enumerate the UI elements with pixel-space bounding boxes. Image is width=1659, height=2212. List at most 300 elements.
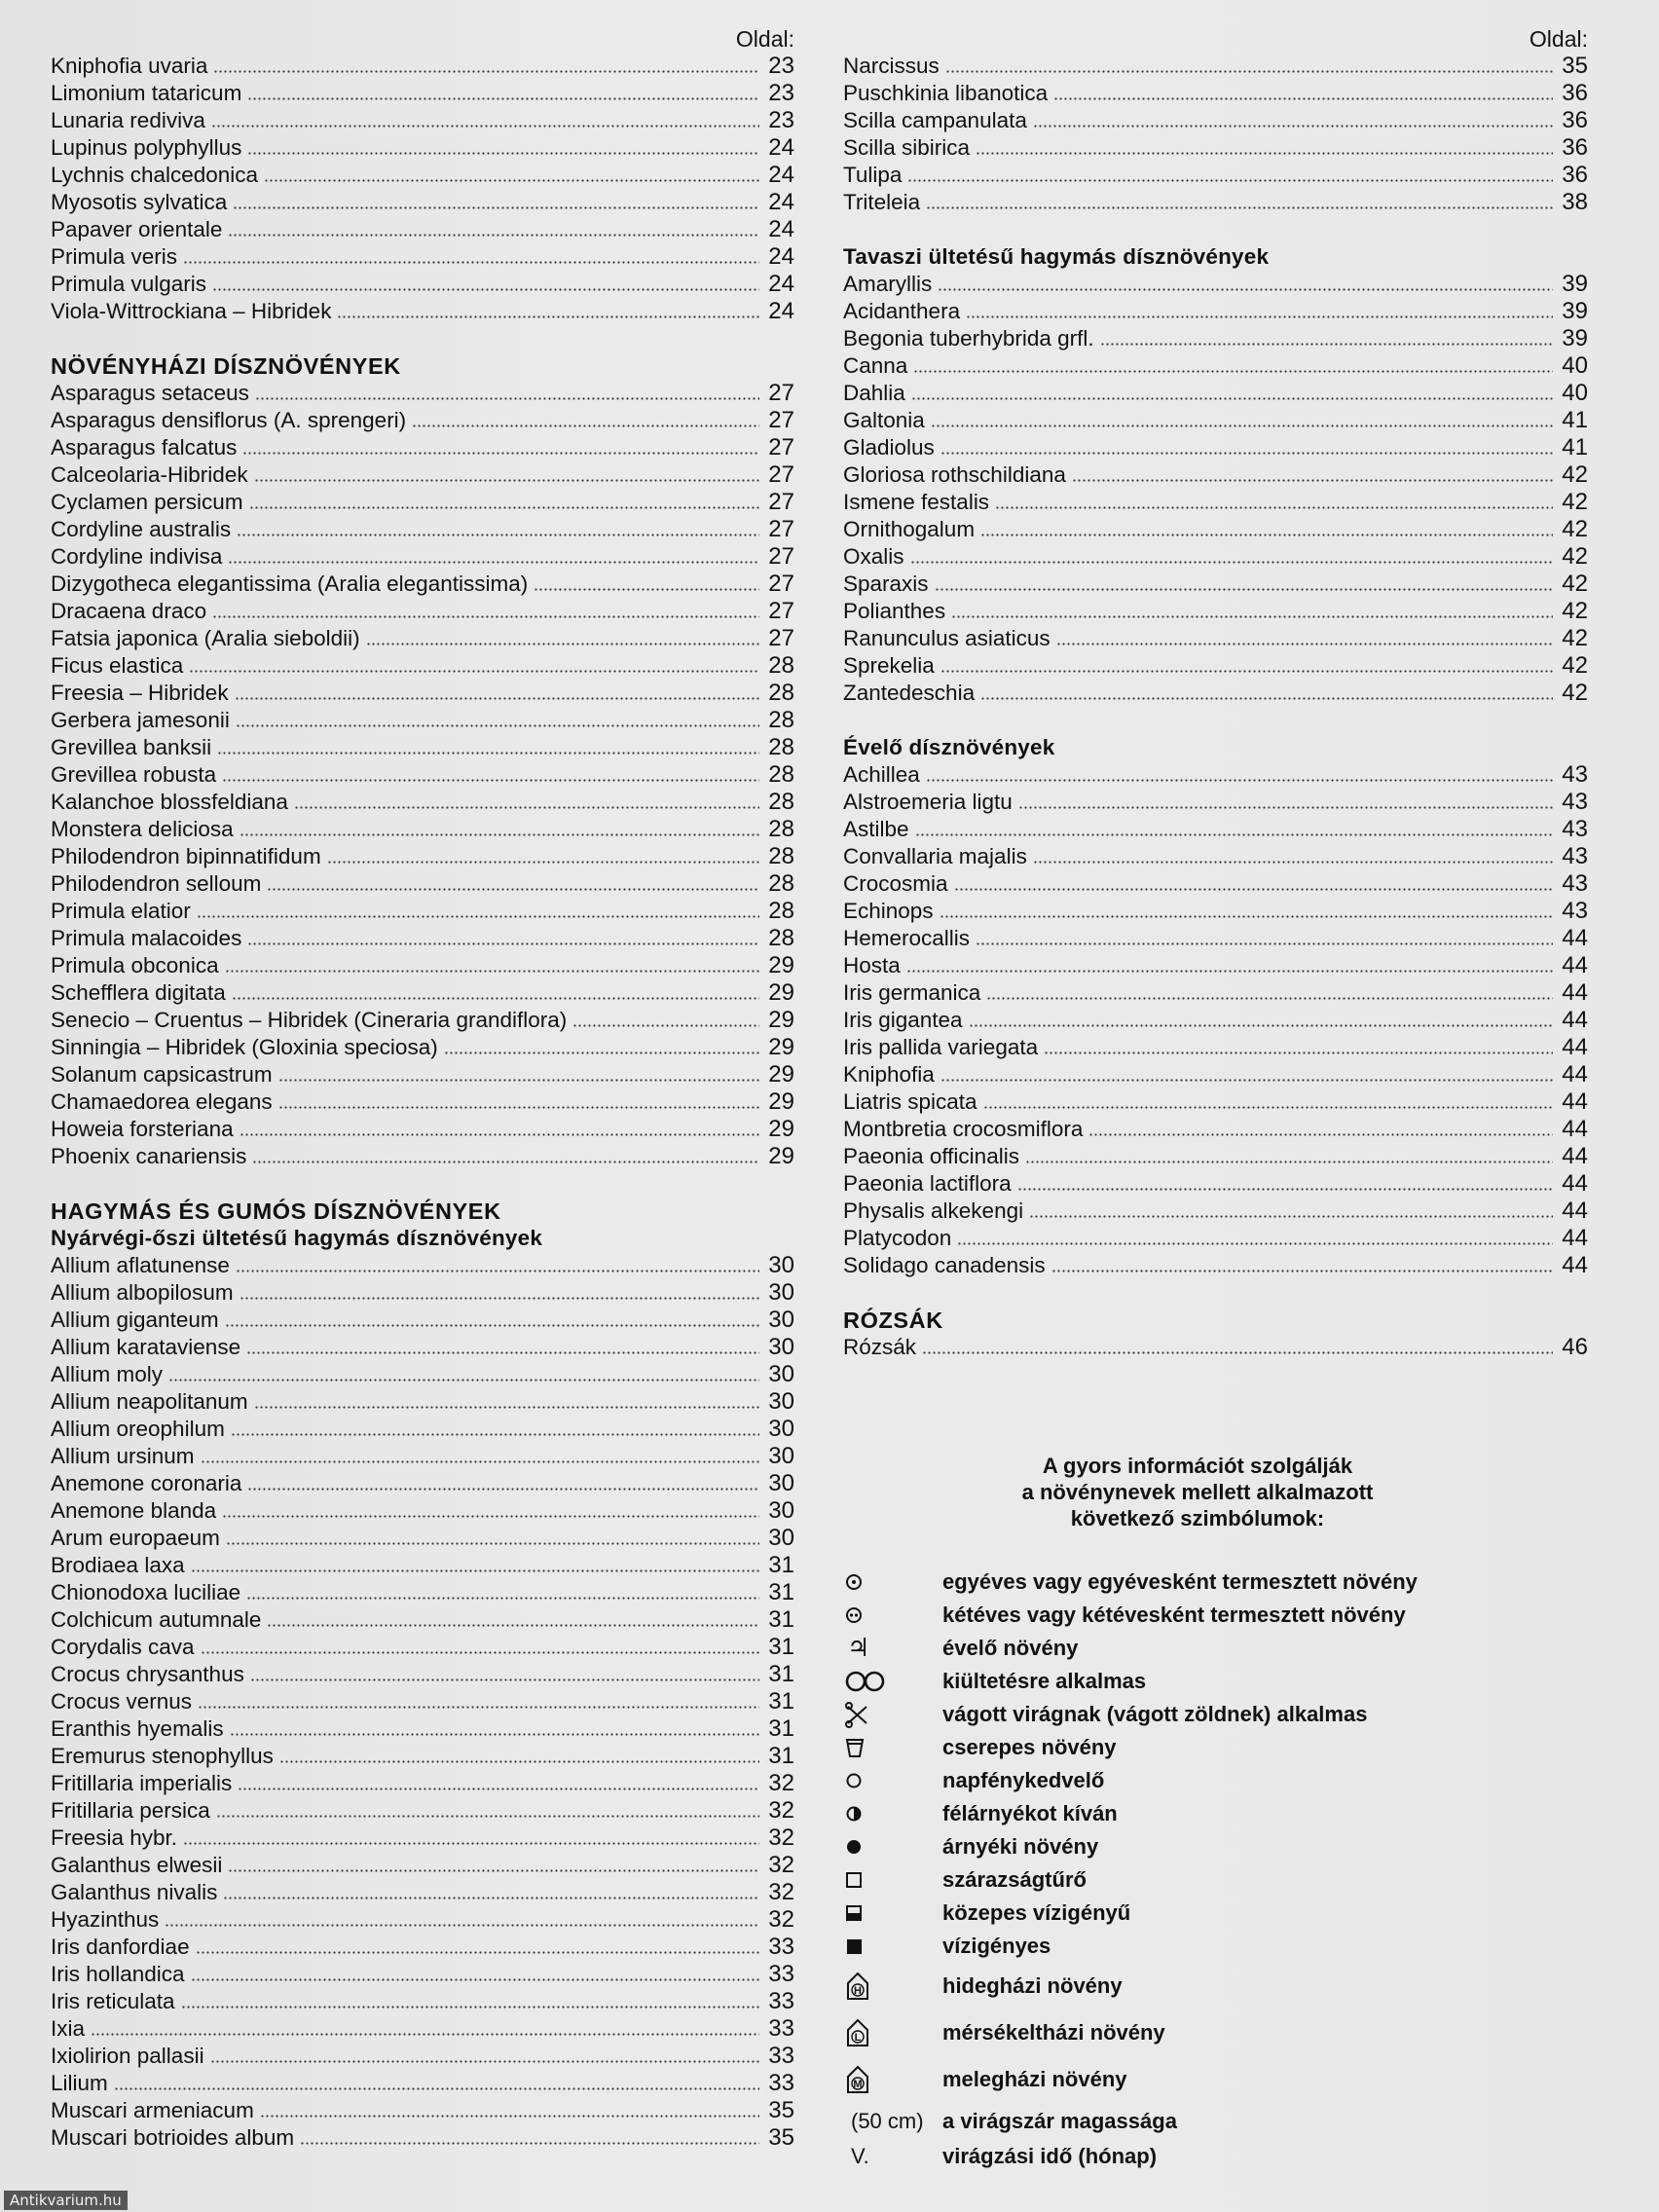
entry-page-number: 36 (1562, 162, 1588, 188)
entry-name: Platycodon (843, 1226, 952, 1250)
entry-name: Gladiolus (843, 435, 935, 460)
entry-name: Amaryllis (843, 272, 933, 296)
index-entry (51, 571, 794, 598)
entry-page-number: 35 (768, 2097, 794, 2123)
dot-leader (1100, 327, 1553, 347)
dot-leader (250, 1663, 759, 1682)
entry-page-number: 30 (768, 1334, 794, 1360)
entry-name: Achillea (843, 762, 920, 787)
index-entry (51, 1307, 794, 1334)
section-heading: Évelő dísznövények (843, 735, 1055, 759)
dot-leader (983, 1090, 1553, 1110)
entry-page-number: 28 (768, 707, 794, 733)
entry-name: Gerbera jamesonii (51, 708, 230, 732)
entry-name: Iris reticulata (51, 1989, 175, 2013)
index-entry (843, 107, 1588, 134)
entry-page-number: 30 (768, 1307, 794, 1333)
entry-name: Zantedeschia (843, 681, 976, 705)
legend-title-line: következő szimbólumok: (1070, 1506, 1325, 1530)
symbol-legend (845, 1566, 1624, 2173)
entry-name: Lupinus polyphyllus (51, 135, 242, 160)
entry-name: Allium giganteum (51, 1308, 219, 1332)
dot-leader (191, 1554, 759, 1573)
entry-name: Primula vulgaris (51, 272, 207, 296)
index-column-right (843, 25, 1588, 1361)
index-entry (843, 1116, 1588, 1143)
entry-page-number: 29 (768, 1143, 794, 1169)
section-heading: Nyárvégi-őszi ültetésű hagymás dísznövények (51, 1226, 543, 1250)
index-entry (51, 1252, 794, 1279)
entry-name: Galtonia (843, 408, 925, 432)
sun-icon (845, 1764, 942, 1797)
index-entry (51, 1143, 794, 1170)
entry-name: Iris pallida variegata (843, 1035, 1039, 1059)
index-entry (843, 1143, 1588, 1170)
index-column-left (51, 25, 794, 2152)
entry-name: Hosta (843, 953, 901, 977)
entry-page-number: 30 (768, 1361, 794, 1387)
legend-row (845, 2103, 1624, 2140)
index-entry (843, 680, 1588, 707)
dot-leader (264, 164, 759, 183)
entry-page-number: 27 (768, 489, 794, 515)
entry-page-number: 42 (1562, 461, 1588, 488)
entry-page-number: 27 (768, 625, 794, 651)
temperate-house-icon (845, 2016, 942, 2049)
index-entry (51, 925, 794, 952)
index-entry (51, 1661, 794, 1688)
entry-page-number: 35 (768, 2124, 794, 2151)
entry-page-number: 24 (768, 216, 794, 242)
entry-page-number: 28 (768, 680, 794, 706)
dot-leader (237, 518, 759, 537)
dot-leader (247, 1472, 759, 1492)
entry-page-number: 32 (768, 1825, 794, 1851)
index-entry (51, 843, 794, 870)
dot-leader (212, 600, 759, 619)
entry-name: Lunaria rediviva (51, 108, 205, 132)
entry-name: Crocus vernus (51, 1689, 193, 1714)
legend-label: közepes vízigényű (942, 1900, 1131, 1925)
dot-leader (212, 273, 759, 292)
entry-page-number: 44 (1562, 1061, 1588, 1088)
entry-name: Arum europaeum (51, 1526, 220, 1550)
entry-name: Iris gigantea (843, 1008, 963, 1032)
entry-page-number: 28 (768, 789, 794, 815)
dot-leader (572, 1009, 759, 1028)
entry-page-number: 27 (768, 461, 794, 488)
entry-page-number: 44 (1562, 1170, 1588, 1197)
index-entry (51, 1497, 794, 1525)
dot-leader (228, 218, 759, 238)
dot-leader (957, 1227, 1553, 1246)
entry-page-number: 27 (768, 598, 794, 624)
dot-leader (300, 2126, 759, 2146)
entry-page-number: 27 (768, 571, 794, 597)
entry-name: Lychnis chalcedonica (51, 163, 259, 187)
entry-page-number: 24 (768, 243, 794, 270)
entry-name: Gloriosa rothschildiana (843, 462, 1066, 487)
index-entry (51, 1470, 794, 1497)
entry-page-number: 28 (768, 816, 794, 842)
entry-page-number: 44 (1562, 1143, 1588, 1169)
dot-leader (91, 2017, 759, 2037)
entry-name: Brodiaea laxa (51, 1553, 185, 1577)
index-entry (51, 1961, 794, 1988)
index-entry (843, 952, 1588, 979)
dot-leader (906, 954, 1553, 974)
dot-leader (230, 1717, 759, 1737)
entry-page-number: 29 (768, 1061, 794, 1088)
entry-name: Puschkinia libanotica (843, 81, 1049, 105)
legend-label: kiültetésre alkalmas (942, 1669, 1147, 1693)
dot-leader (217, 736, 759, 756)
dot-leader (1072, 463, 1553, 483)
entry-page-number: 43 (1562, 870, 1588, 897)
entry-page-number: 30 (768, 1497, 794, 1524)
entry-name: Asparagus setaceus (51, 381, 249, 405)
height-symbol: (50 cm) (851, 2109, 924, 2133)
dot-leader (183, 1826, 759, 1846)
water-icon (845, 1930, 942, 1963)
entry-page-number: 28 (768, 734, 794, 760)
entry-name: Grevillea robusta (51, 762, 217, 787)
section-spacer (51, 325, 794, 352)
dot-leader (267, 1608, 759, 1628)
entry-page-number: 28 (768, 843, 794, 869)
index-entry (51, 707, 794, 734)
entry-page-number: 31 (768, 1579, 794, 1605)
dot-leader (1033, 109, 1553, 129)
entry-name: Oxalis (843, 544, 904, 569)
entry-page-number: 32 (768, 1852, 794, 1878)
index-entry (843, 489, 1588, 516)
index-entry (843, 325, 1588, 352)
entry-page-number: 44 (1562, 1225, 1588, 1251)
index-entry (51, 434, 794, 461)
legend-label: évelő növény (942, 1636, 1079, 1660)
index-entry (51, 625, 794, 652)
index-entry (51, 2097, 794, 2124)
dot-leader (240, 1281, 759, 1301)
legend-row (845, 1797, 1624, 1830)
dot-leader (228, 545, 759, 565)
entry-page-number: 28 (768, 870, 794, 897)
dot-leader (247, 927, 759, 946)
entry-name: Ismene festalis (843, 490, 990, 514)
legend-title (847, 1453, 1548, 1531)
legend-row (845, 1731, 1624, 1764)
index-entry (51, 80, 794, 107)
entry-name: Philodendron selloum (51, 871, 262, 896)
index-entry (51, 952, 794, 979)
entry-name: Allium moly (51, 1362, 164, 1386)
entry-page-number: 43 (1562, 816, 1588, 842)
entry-name: Fritillaria imperialis (51, 1771, 233, 1795)
watermark: Antikvarium.hu (4, 2191, 128, 2210)
entry-name: Hemerocallis (843, 926, 971, 950)
dot-leader (1018, 791, 1553, 810)
entry-name: Allium aflatunense (51, 1253, 230, 1277)
index-entry (51, 1279, 794, 1307)
entry-name: Corydalis cava (51, 1635, 195, 1659)
dot-leader (246, 1336, 759, 1355)
dot-leader (444, 1036, 759, 1055)
index-entry (51, 1743, 794, 1770)
index-entry (51, 598, 794, 625)
entry-name: Paeonia officinalis (843, 1144, 1019, 1168)
entry-name: Cordyline indivisa (51, 544, 223, 569)
entry-name: Fatsia japonica (Aralia sieboldii) (51, 626, 360, 650)
entry-name: Cyclamen persicum (51, 490, 243, 514)
index-entry (843, 80, 1588, 107)
entry-name: Acidanthera (843, 299, 961, 323)
entry-name: Muscari botrioides album (51, 2125, 295, 2150)
dot-leader (226, 1527, 759, 1546)
perennial-symbol: ♃ (847, 1634, 870, 1663)
entry-page-number: 36 (1562, 134, 1588, 161)
entry-page-number: 32 (768, 1797, 794, 1824)
entry-page-number: 23 (768, 53, 794, 79)
entry-page-number: 32 (768, 1770, 794, 1796)
entry-page-number: 44 (1562, 979, 1588, 1006)
entry-name: Galanthus elwesii (51, 1853, 223, 1877)
dot-leader (1017, 1172, 1553, 1192)
perennial-icon (845, 1634, 942, 1663)
dot-leader (327, 845, 759, 865)
index-entry (51, 1034, 794, 1061)
entry-name: Ixiolirion pallasii (51, 2044, 204, 2068)
entry-name: Tulipa (843, 163, 903, 187)
index-entry (51, 53, 794, 80)
index-entry (51, 1361, 794, 1388)
entry-name: Schefflera digitata (51, 980, 226, 1005)
entry-page-number: 44 (1562, 1034, 1588, 1060)
dot-leader (907, 164, 1553, 183)
entry-page-number: 31 (768, 1688, 794, 1714)
dot-leader (913, 354, 1553, 374)
dot-leader (534, 572, 759, 592)
entry-name: Sinningia – Hibridek (Gloxinia speciosa) (51, 1035, 438, 1059)
house-letter: L (854, 2032, 862, 2044)
height-text (845, 2109, 942, 2134)
dot-leader (980, 682, 1553, 701)
entry-name: Senecio – Cruentus – Hibridek (Cineraria grandiflora) (51, 1008, 568, 1032)
entry-name: Colchicum autumnale (51, 1607, 262, 1632)
month-text (845, 2144, 942, 2169)
dot-leader (366, 627, 759, 646)
entry-page-number: 42 (1562, 543, 1588, 570)
entry-name: Viola-Wittrockiana – Hibridek (51, 299, 332, 323)
dot-leader (247, 82, 759, 101)
index-entry (51, 1797, 794, 1825)
entry-name: Allium albopilosum (51, 1280, 234, 1305)
index-entry (843, 352, 1588, 380)
dot-leader (1029, 1199, 1553, 1219)
dot-leader (210, 2045, 759, 2064)
dot-leader (969, 1009, 1553, 1028)
section-heading: HAGYMÁS ÉS GUMÓS DÍSZNÖVÉNYEK (51, 1198, 501, 1224)
dot-leader (201, 1445, 759, 1464)
dot-leader (231, 1418, 759, 1437)
section-heading: Tavaszi ültetésű hagymás dísznövények (843, 244, 1270, 269)
entry-name: Polianthes (843, 599, 946, 623)
entry-page-number: 42 (1562, 652, 1588, 679)
entry-name: Sprekelia (843, 653, 935, 678)
house-letter: M (853, 2079, 863, 2090)
entry-name: Galanthus nivalis (51, 1880, 218, 1904)
index-entry (51, 734, 794, 761)
entry-page-number: 30 (768, 1388, 794, 1415)
dot-leader (976, 136, 1553, 156)
legend-row (845, 1698, 1624, 1731)
entry-page-number: 24 (768, 134, 794, 161)
entry-name: Allium neapolitanum (51, 1389, 248, 1414)
index-entry (51, 461, 794, 489)
dot-leader (211, 109, 759, 129)
index-entry (51, 680, 794, 707)
entry-name: Scilla sibirica (843, 135, 971, 160)
index-entry (51, 1906, 794, 1934)
entry-name: Scilla campanulata (843, 108, 1027, 132)
entry-page-number: 29 (768, 1007, 794, 1033)
entry-name: Philodendron bipinnatifidum (51, 844, 321, 868)
legend-label: szárazságtűrő (942, 1867, 1087, 1892)
dot-leader (922, 1336, 1553, 1355)
legend-label: kétéves vagy kétévesként termesztett növény (942, 1603, 1406, 1627)
index-entry (843, 543, 1588, 571)
legend-label: egyéves vagy egyévesként termesztett növény (942, 1569, 1418, 1594)
page-column-header: Oldal: (735, 26, 794, 52)
annual-icon (845, 1566, 942, 1599)
entry-page-number: 23 (768, 80, 794, 106)
entry-page-number: 23 (768, 107, 794, 133)
index-entry (51, 107, 794, 134)
entry-name: Dahlia (843, 381, 905, 405)
entry-page-number: 27 (768, 516, 794, 542)
entry-name: Dizygotheca elegantissima (Aralia elegantissima) (51, 571, 529, 596)
legend-label: árnyéki növény (942, 1834, 1099, 1859)
dot-leader (1051, 1254, 1553, 1273)
entry-page-number: 29 (768, 1088, 794, 1115)
index-entry (843, 789, 1588, 816)
dot-leader (197, 900, 759, 919)
index-entry (843, 598, 1588, 625)
entry-name: Kalanchoe blossfeldiana (51, 790, 288, 814)
outdoor-icon (845, 1665, 942, 1698)
house-letter: H (854, 1985, 862, 1997)
dot-leader (966, 300, 1553, 319)
index-entry (843, 434, 1588, 461)
legend-row (845, 1897, 1624, 1930)
entry-page-number: 40 (1562, 352, 1588, 379)
index-entry (843, 870, 1588, 898)
dot-leader (1044, 1036, 1553, 1055)
dot-leader (201, 1636, 759, 1655)
dot-leader (954, 872, 1553, 892)
index-entry (51, 1579, 794, 1606)
index-entry (843, 761, 1588, 789)
entry-page-number: 42 (1562, 489, 1588, 515)
section-heading: RÓZSÁK (843, 1308, 943, 1333)
entry-name: Allium oreophilum (51, 1417, 225, 1441)
dot-leader (189, 654, 759, 674)
entry-page-number: 30 (768, 1279, 794, 1306)
entry-name: Phoenix canariensis (51, 1144, 247, 1168)
entry-page-number: 33 (768, 2070, 794, 2096)
entry-page-number: 28 (768, 652, 794, 679)
dot-leader (240, 1118, 759, 1137)
legend-row (845, 2056, 1624, 2103)
legend-row (845, 2140, 1624, 2173)
entry-name: Primula elatior (51, 899, 191, 923)
index-entry (51, 543, 794, 571)
entry-name: Crocus chrysanthus (51, 1662, 244, 1686)
legend-row (845, 1665, 1624, 1698)
dot-leader (911, 382, 1553, 401)
dot-leader (233, 191, 759, 210)
dot-leader (255, 382, 759, 401)
index-entry (843, 625, 1588, 652)
index-entry (843, 1007, 1588, 1034)
entry-page-number: 43 (1562, 761, 1588, 788)
index-entry (51, 1852, 794, 1879)
entry-page-number: 39 (1562, 325, 1588, 351)
index-entry (51, 243, 794, 271)
entry-name: Echinops (843, 899, 934, 923)
dot-leader (986, 981, 1553, 1001)
entry-page-number: 29 (768, 1034, 794, 1060)
dot-leader (940, 436, 1553, 456)
legend-label: félárnyékot kíván (942, 1801, 1118, 1825)
index-entry (51, 216, 794, 243)
entry-name: Limonium tataricum (51, 81, 242, 105)
index-entry (51, 1988, 794, 2015)
dot-leader (935, 572, 1553, 592)
dot-leader (191, 1963, 759, 1982)
legend-row (845, 1930, 1624, 1963)
dot-leader (232, 981, 759, 1001)
entry-page-number: 31 (768, 1634, 794, 1660)
section-spacer (843, 216, 1588, 243)
entry-page-number: 42 (1562, 680, 1588, 706)
index-entry (51, 652, 794, 680)
entry-name: Cordyline australis (51, 517, 232, 541)
entry-page-number: 30 (768, 1525, 794, 1551)
dot-leader (267, 872, 759, 892)
index-entry (51, 816, 794, 843)
dot-leader (260, 2099, 759, 2119)
dot-leader (196, 1936, 759, 1955)
entry-name: Allium ursinum (51, 1444, 195, 1468)
dot-leader (926, 763, 1553, 783)
entry-name: Muscari armeniacum (51, 2098, 254, 2122)
entry-name: Ixia (51, 2016, 86, 2041)
dot-leader (1088, 1118, 1553, 1137)
section-heading: NÖVÉNYHÁZI DÍSZNÖVÉNYEK (51, 353, 401, 379)
index-entry (51, 189, 794, 216)
index-entry (51, 1552, 794, 1579)
dot-leader (254, 1390, 759, 1410)
entry-page-number: 31 (768, 1552, 794, 1578)
legend-label: napfénykedvelő (942, 1768, 1105, 1792)
entry-name: Freesia hybr. (51, 1825, 178, 1850)
entry-page-number: 27 (768, 434, 794, 461)
index-entry (51, 1715, 794, 1743)
entry-name: Paeonia lactiflora (843, 1171, 1012, 1196)
entry-name: Primula malacoides (51, 926, 242, 950)
legend-row (845, 1566, 1624, 1599)
